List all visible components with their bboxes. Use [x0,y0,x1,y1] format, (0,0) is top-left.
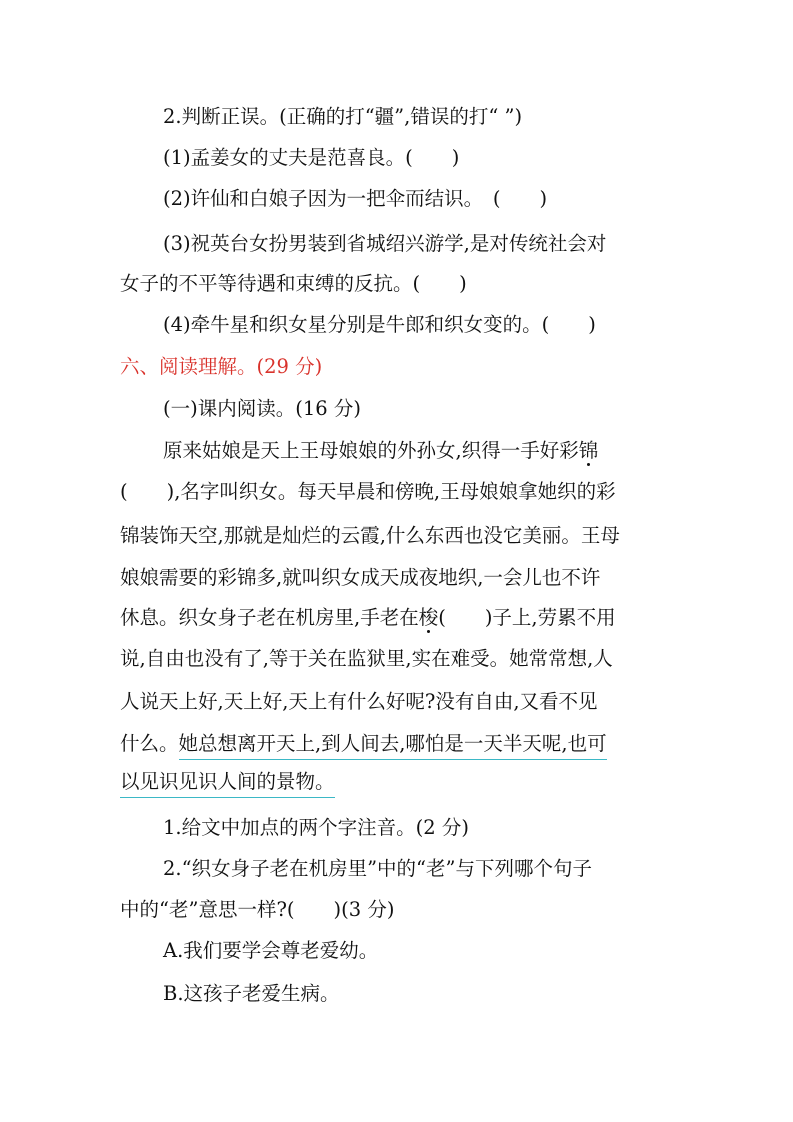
underlined-sentence-part-2: 以见识见识人间的景物。 [120,770,335,798]
section-6-subtitle: (一)课内阅读。(16 分) [163,397,361,420]
judgment-question-title: 2.判断正误。(正确的打“疆”,错误的打“ ”) [163,105,523,128]
judgment-item-1: (1)孟姜女的丈夫是范喜良。( ) [163,146,460,169]
passage-line-4: 娘娘需要的彩锦多,就叫织女成天成夜地织,一会儿也不许 [120,566,601,589]
passage-line-8: 什么。她总想离开天上,到人间去,哪怕是一天半天呢,也可 [120,730,680,758]
judgment-item-3-cont: 女子的不平等待遇和束缚的反抗。( ) [120,272,467,295]
dotted-char-suo: 梭 [418,606,439,629]
passage-line-5: 休息。织女身子老在机房里,手老在梭( )子上,劳累不用 [120,606,616,629]
passage-line-2: ( ),名字叫织女。每天早晨和傍晚,王母娘娘拿她织的彩 [120,480,616,503]
passage-line-6: 说,自由也没有了,等于关在监狱里,实在难受。她常常想,人 [120,647,613,670]
judgment-item-3: (3)祝英台女扮男装到省城绍兴游学,是对传统社会对 [163,232,607,255]
judgment-item-4: (4)牵牛星和织女星分别是牛郎和织女变的。( ) [163,313,596,336]
question-2: 2.“织女身子老在机房里”中的“老”与下列哪个句子 [163,857,592,880]
passage-line-9 [120,768,680,796]
underlined-sentence-part-1: 她总想离开天上,到人间去,哪怕是一天半天呢,也可 [179,732,607,760]
question-2-cont: 中的“老”意思一样?( )(3 分) [120,898,395,921]
passage-line-7: 人说天上好,天上好,天上有什么好呢?没有自由,又看不见 [120,690,598,713]
judgment-item-2: (2)许仙和白娘子因为一把伞而结识。 ( ) [163,187,548,210]
dotted-char-jin: 锦 [578,439,599,462]
option-a: A.我们要学会尊老爱幼。 [163,939,379,962]
option-b: B.这孩子老爱生病。 [163,982,340,1005]
question-1: 1.给文中加点的两个字注音。(2 分) [163,816,469,839]
section-6-title: 六、阅读理解。(29 分) [120,355,323,378]
passage-line-1: 原来姑娘是天上王母娘娘的外孙女,织得一手好彩锦 [163,439,599,462]
passage-line-3: 锦装饰天空,那就是灿烂的云霞,什么东西也没它美丽。王母 [120,524,620,547]
